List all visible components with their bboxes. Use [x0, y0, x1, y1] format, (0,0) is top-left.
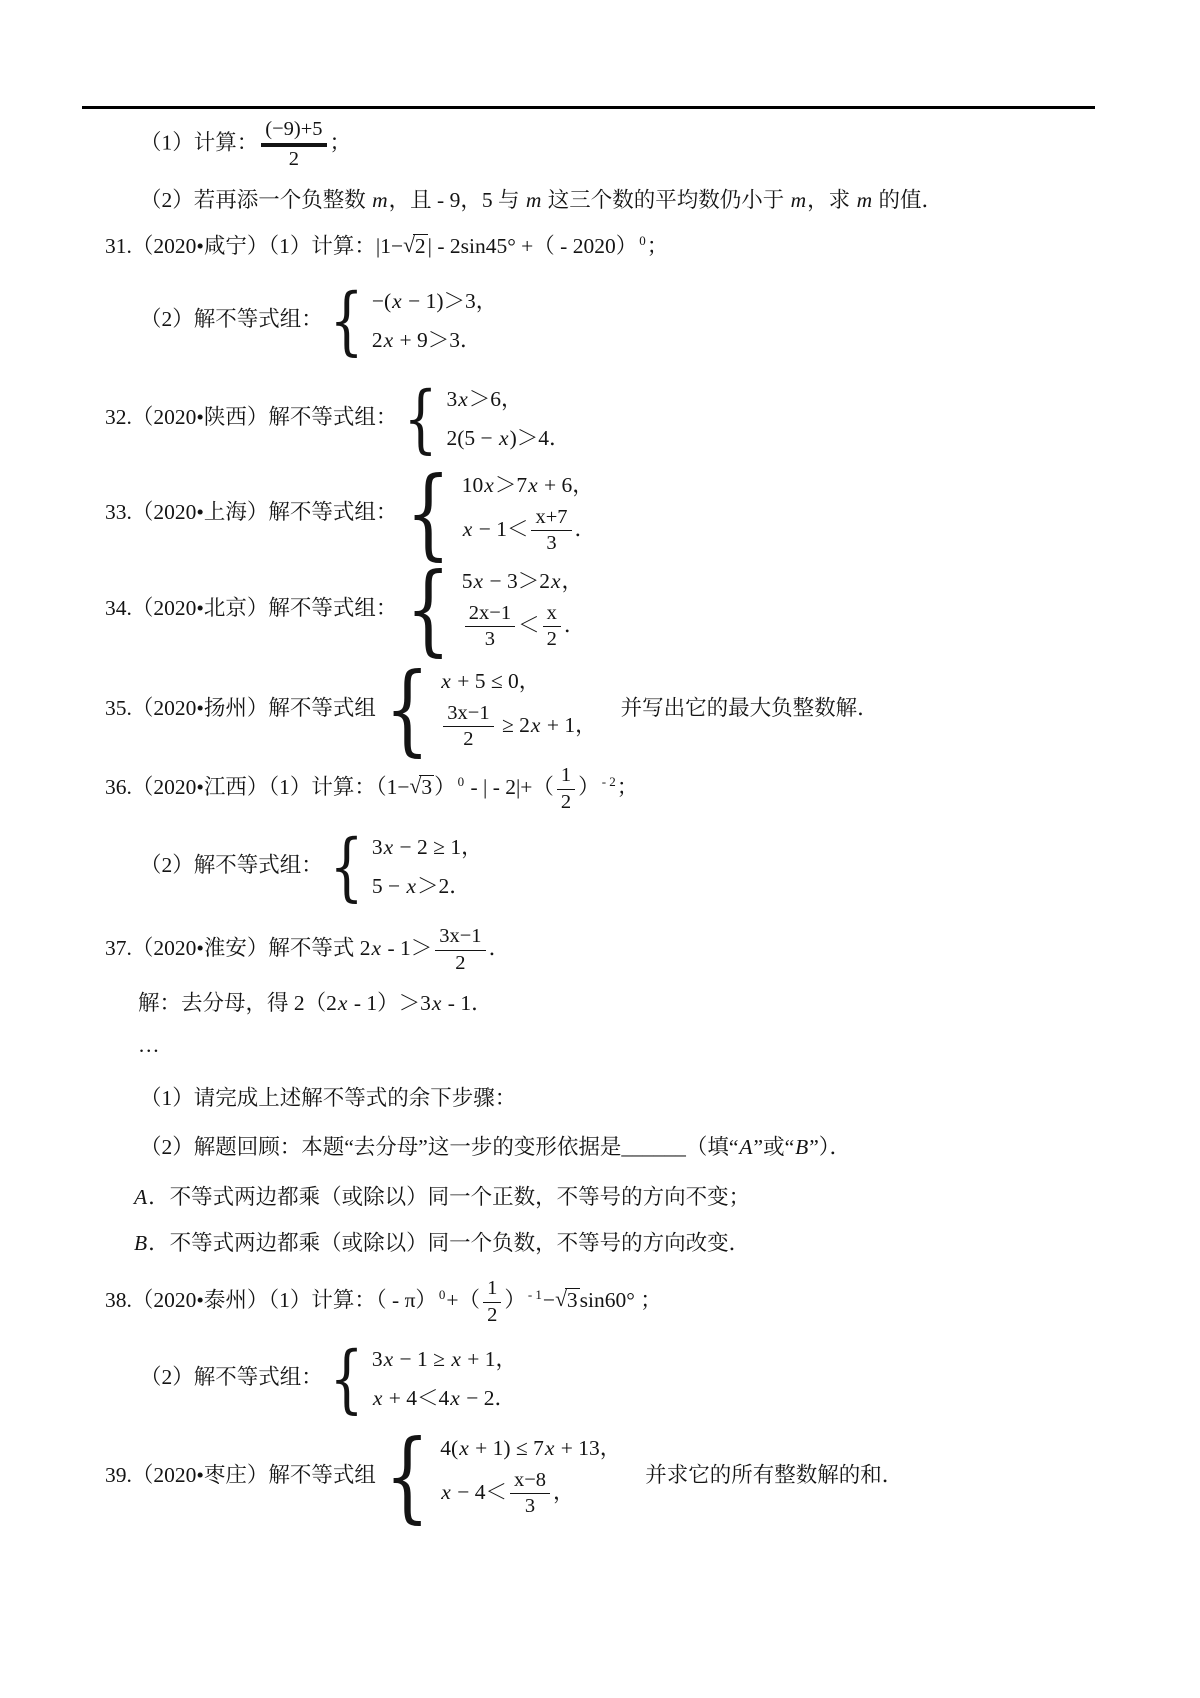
- problem-30-part2: （2）若再添一个负整数 m，且 - 9，5 与 m 这三个数的平均数仍小于 m，求 m 的值．: [140, 188, 943, 212]
- problem-37-ellipsis: …: [138, 1033, 160, 1057]
- problem-31-part2-head: （2）解不等式组：: [140, 306, 323, 331]
- brace-icon: {: [329, 277, 364, 364]
- brace-icon: {: [406, 552, 452, 667]
- system-line: 4(x + 1) ≤ 7x + 13，: [440, 1436, 622, 1460]
- brace-icon: {: [403, 375, 438, 462]
- problem-35-note: 并写出它的最大负整数解．: [620, 695, 879, 720]
- problem-31-line1: 31.（2020•咸宁）（1）计算：|1−√2| - 2sin45° +（ - 2020） $^0$；: [105, 232, 669, 258]
- problem-38-line1: 38.（2020•泰州）（1）计算：（ - π） $^0$+（ $\frac{1}{2}$ ） $^{- 1}$−√3sin60° ；: [105, 1277, 662, 1326]
- problem-36-line1: 36.（2020•江西）（1）计算：（1−√3） $^0$ - | - 2|+（ $\frac{1}{2}$ ） $^{- 2}$；: [105, 764, 639, 813]
- system-line: 2x + 9＞3．: [371, 327, 482, 352]
- system-line: 5 − x＞2．: [371, 873, 471, 898]
- problem-35: [105, 652, 879, 767]
- problem-39-note: 并求它的所有整数解的和．: [645, 1462, 904, 1487]
- inequality-system: [323, 1335, 518, 1422]
- problem-34-head: 34.（2020•北京）解不等式组：: [105, 595, 398, 620]
- system-line: 3x − 2 ≥ 1，: [371, 835, 483, 859]
- brace-icon: {: [329, 823, 364, 910]
- problem-37-option-a: A．不等式两边都乘（或除以）同一个正数，不等号的方向不变；: [134, 1185, 751, 1209]
- problem-37-option-b: B．不等式两边都乘（或除以）同一个负数，不等号的方向改变．: [134, 1231, 751, 1255]
- system-line: 10x＞7x + 6，: [461, 473, 594, 497]
- problem-39: [105, 1419, 904, 1534]
- problem-33-head: 33.（2020•上海）解不等式组：: [105, 499, 398, 524]
- inequality-system: [376, 1419, 622, 1534]
- brace-icon: {: [384, 1419, 430, 1534]
- problem-39-head: 39.（2020•枣庄）解不等式组: [105, 1462, 376, 1487]
- problem-30-part1: （1）计算： $\frac{(-9)+5}{2}$ ；: [140, 118, 352, 170]
- brace-icon: {: [329, 1335, 364, 1422]
- inequality-system: [397, 552, 586, 667]
- system-line: 2(5 − x)＞4．: [446, 425, 571, 450]
- problem-32: [105, 375, 571, 462]
- inequality-system: [376, 652, 597, 767]
- header-rule: [82, 106, 1095, 109]
- problem-33: [105, 456, 597, 571]
- system-line: −(x − 1)＞3，: [371, 289, 498, 313]
- inequality-system: [397, 375, 571, 462]
- problem-36-part2: [140, 823, 483, 910]
- problem-34: [105, 552, 586, 667]
- system-line: 3x＞6，: [446, 387, 523, 411]
- problem-37-line1: 37.（2020•淮安）解不等式 2x - 1＞ $\frac{3x-1}{2}$ ．: [105, 925, 511, 974]
- problem-37-solution: 解：去分母，得 2（2x - 1）＞3x - 1．: [138, 991, 493, 1015]
- system-line: x − 1＜ $\frac{x+7}{3}$ ．: [462, 505, 597, 555]
- problem-38-part2-head: （2）解不等式组：: [140, 1364, 323, 1389]
- problem-37-step1: （1）请完成上述解不等式的余下步骤：: [140, 1086, 517, 1110]
- system-line: x + 4＜4x − 2．: [372, 1385, 516, 1410]
- brace-icon: {: [406, 456, 452, 571]
- system-line: $\frac{2x-1}{3}$ ＜ $\frac{x}{2}$ ．: [462, 602, 586, 652]
- problem-32-head: 32.（2020•陕西）解不等式组：: [105, 404, 398, 429]
- system-line: $\frac{3x-1}{2}$ ≥ 2x + 1，: [440, 702, 596, 752]
- inequality-system: [323, 823, 483, 910]
- problem-38-part2: [140, 1335, 518, 1422]
- problem-37-step2: （2）解题回顾：本题“去分母”这一步的变形依据是______（填“A”或“B”）．: [140, 1135, 852, 1159]
- problem-35-head: 35.（2020•扬州）解不等式组: [105, 695, 376, 720]
- system-line: 3x − 1 ≥ x + 1，: [371, 1347, 518, 1371]
- inequality-system: [323, 277, 498, 364]
- problem-36-part2-head: （2）解不等式组：: [140, 852, 323, 877]
- problem-31-part2: [140, 277, 498, 364]
- inequality-system: [397, 456, 597, 571]
- brace-icon: {: [384, 652, 430, 767]
- system-line: x − 4＜ $\frac{x-8}{3}$ ，: [441, 1468, 575, 1518]
- system-line: 5x − 3＞2x，: [461, 569, 584, 593]
- system-line: x + 5 ≤ 0，: [441, 669, 541, 693]
